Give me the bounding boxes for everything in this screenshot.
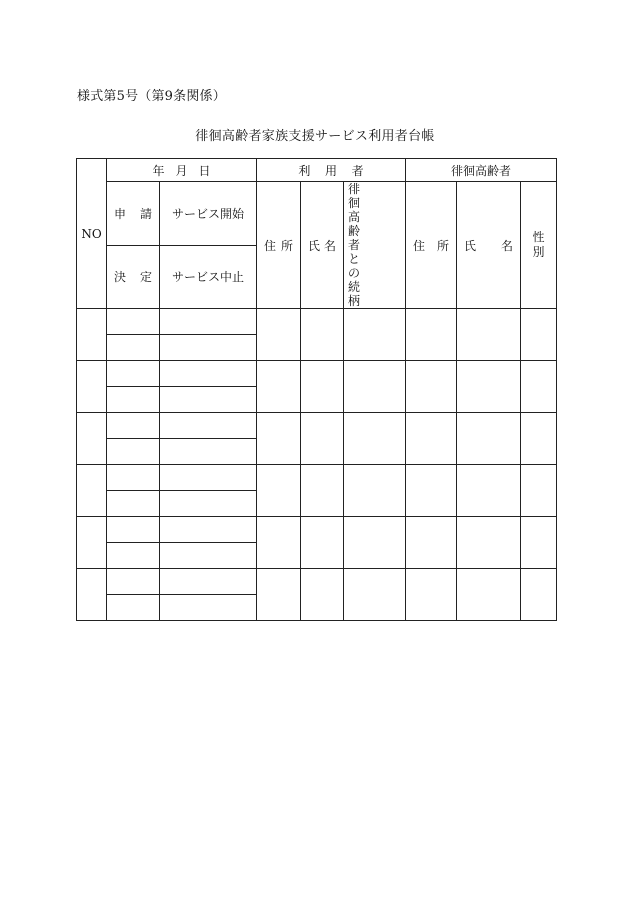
relation-cell[interactable]: [344, 465, 406, 517]
service-start-date-cell[interactable]: [160, 517, 257, 543]
sex-cell[interactable]: [521, 413, 557, 465]
user-address-cell[interactable]: [257, 413, 301, 465]
entry-no-cell[interactable]: [77, 361, 107, 413]
entry-no-cell[interactable]: [77, 413, 107, 465]
elder-address-cell[interactable]: [406, 517, 457, 569]
elder-name-header: 氏 名: [457, 182, 521, 309]
elder-name-cell[interactable]: [457, 361, 521, 413]
service-stop-date-cell[interactable]: [160, 387, 257, 413]
entry-no-cell[interactable]: [77, 569, 107, 621]
table-row: [77, 413, 557, 439]
decide-date-cell[interactable]: [107, 439, 160, 465]
user-name-cell[interactable]: [301, 465, 344, 517]
sex-cell[interactable]: [521, 465, 557, 517]
no-header: NO: [77, 159, 107, 309]
service-start-date-cell[interactable]: [160, 465, 257, 491]
entry-no-cell[interactable]: [77, 465, 107, 517]
form-number: 様式第5号（第9条関係）: [77, 89, 226, 104]
user-name-cell[interactable]: [301, 361, 344, 413]
user-address-cell[interactable]: [257, 465, 301, 517]
elder-group-header: 徘徊高齢者: [406, 159, 557, 182]
relation-cell[interactable]: [344, 361, 406, 413]
service-stop-date-cell[interactable]: [160, 595, 257, 621]
elder-name-cell[interactable]: [457, 413, 521, 465]
user-name-cell[interactable]: [301, 569, 344, 621]
elder-address-header: 住 所: [406, 182, 457, 309]
relation-header: 徘 徊 高 齢 者 と の 続 柄: [344, 182, 406, 309]
elder-name-cell[interactable]: [457, 309, 521, 361]
entry-no-cell[interactable]: [77, 517, 107, 569]
decide-date-cell[interactable]: [107, 595, 160, 621]
user-name-cell[interactable]: [301, 413, 344, 465]
elder-address-cell[interactable]: [406, 309, 457, 361]
user-name-cell[interactable]: [301, 517, 344, 569]
entry-no-cell[interactable]: [77, 309, 107, 361]
service-start-date-cell[interactable]: [160, 309, 257, 335]
user-address-cell[interactable]: [257, 517, 301, 569]
user-address-header: 住 所: [257, 182, 301, 309]
apply-header: 申 請: [107, 182, 160, 246]
user-address-cell[interactable]: [257, 309, 301, 361]
elder-address-cell[interactable]: [406, 413, 457, 465]
decide-date-cell[interactable]: [107, 387, 160, 413]
elder-name-cell[interactable]: [457, 465, 521, 517]
decide-date-cell[interactable]: [107, 335, 160, 361]
service-stop-date-cell[interactable]: [160, 543, 257, 569]
elder-address-cell[interactable]: [406, 361, 457, 413]
table-row: [77, 309, 557, 335]
service-stop-date-cell[interactable]: [160, 335, 257, 361]
service-start-header: サービス開始: [160, 182, 257, 246]
sex-header: 性 別: [521, 182, 557, 309]
user-address-cell[interactable]: [257, 361, 301, 413]
table-row: [77, 569, 557, 595]
apply-date-cell[interactable]: [107, 413, 160, 439]
page-title: 徘徊高齢者家族支援サービス利用者台帳: [195, 129, 435, 144]
apply-date-cell[interactable]: [107, 465, 160, 491]
table-row: [77, 361, 557, 387]
elder-name-cell[interactable]: [457, 517, 521, 569]
apply-date-cell[interactable]: [107, 517, 160, 543]
date-group-header: 年 月 日: [107, 159, 257, 182]
service-start-date-cell[interactable]: [160, 361, 257, 387]
user-group-header: 利 用 者: [257, 159, 406, 182]
service-stop-date-cell[interactable]: [160, 439, 257, 465]
user-ledger-table: [76, 158, 557, 621]
decide-date-cell[interactable]: [107, 491, 160, 517]
service-stop-header: サービス中止: [160, 245, 257, 309]
user-address-cell[interactable]: [257, 569, 301, 621]
relation-cell[interactable]: [344, 517, 406, 569]
service-start-date-cell[interactable]: [160, 413, 257, 439]
elder-address-cell[interactable]: [406, 569, 457, 621]
sex-cell[interactable]: [521, 309, 557, 361]
relation-cell[interactable]: [344, 413, 406, 465]
apply-date-cell[interactable]: [107, 569, 160, 595]
table-row: [77, 465, 557, 491]
sex-cell[interactable]: [521, 517, 557, 569]
sex-cell[interactable]: [521, 361, 557, 413]
relation-cell[interactable]: [344, 309, 406, 361]
table-row: [77, 517, 557, 543]
sex-cell[interactable]: [521, 569, 557, 621]
elder-name-cell[interactable]: [457, 569, 521, 621]
decide-header: 決 定: [107, 245, 160, 309]
service-stop-date-cell[interactable]: [160, 491, 257, 517]
service-start-date-cell[interactable]: [160, 569, 257, 595]
user-name-cell[interactable]: [301, 309, 344, 361]
relation-cell[interactable]: [344, 569, 406, 621]
apply-date-cell[interactable]: [107, 309, 160, 335]
elder-address-cell[interactable]: [406, 465, 457, 517]
user-name-header: 氏 名: [301, 182, 344, 309]
apply-date-cell[interactable]: [107, 361, 160, 387]
decide-date-cell[interactable]: [107, 543, 160, 569]
